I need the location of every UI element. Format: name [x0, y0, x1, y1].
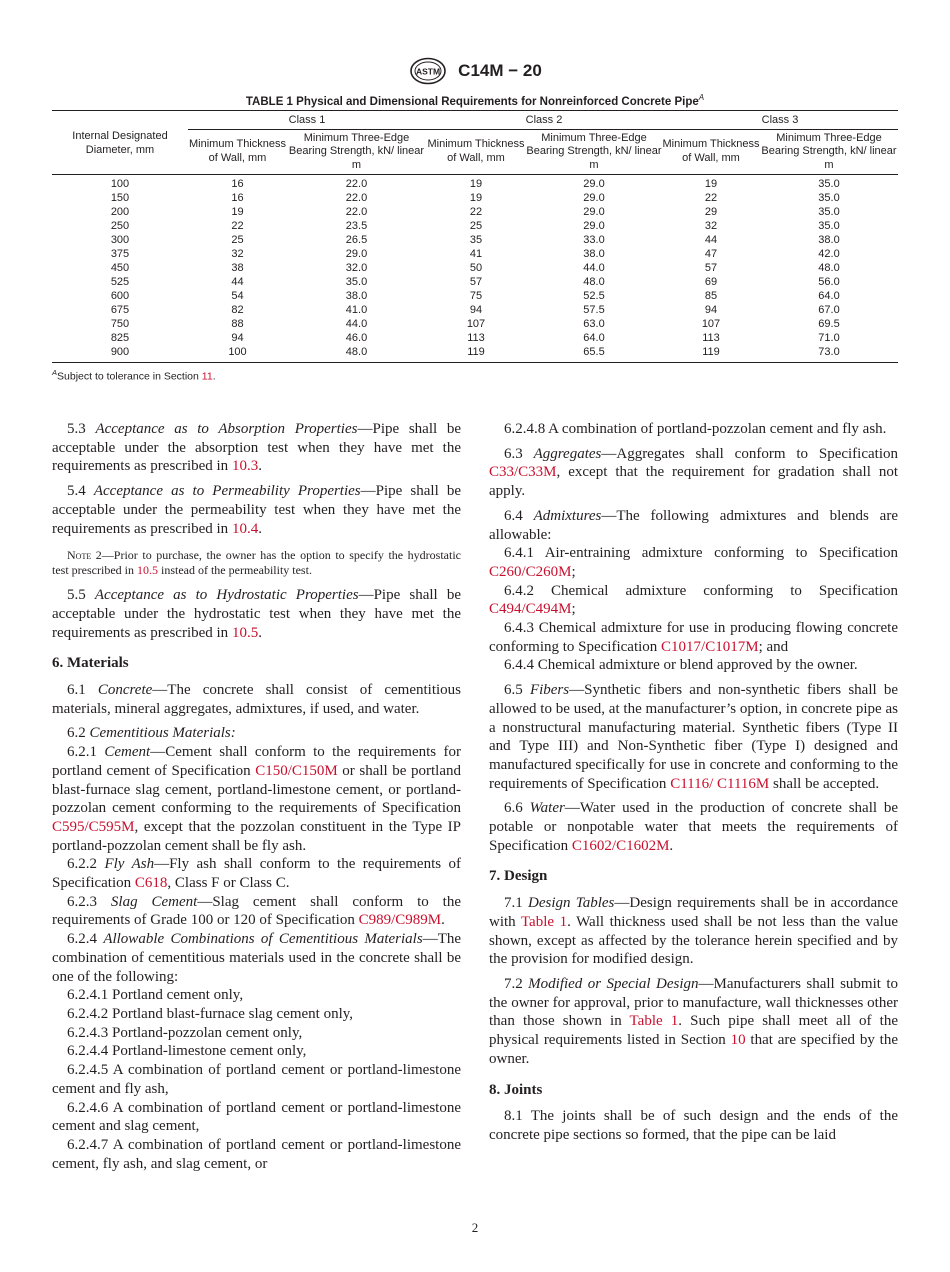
table-cell: 29.0 — [583, 192, 605, 205]
section-6-3: 6.3 Aggregates—Aggregates shall conform to Specification C33/C33M, except that the requirement for gradation shall not apply. — [489, 445, 898, 500]
table-cell: 48.0 — [818, 262, 840, 275]
table-cell: 35.0 — [818, 206, 840, 219]
table-cell: 69.5 — [818, 318, 840, 331]
table-row — [52, 304, 898, 318]
thickness-header: Minimum Thickness of Wall, mm — [662, 129, 760, 175]
section-6-4-3: 6.4.3 Chemical admixture for use in producing flowing concrete conforming to Specification C1017/C1017M; and — [489, 620, 898, 655]
ref-link[interactable]: C1116/ C1116M — [670, 775, 770, 792]
table-cell: 64.0 — [583, 332, 605, 345]
table-cell: 82 — [231, 304, 244, 317]
table-cell: 38 — [231, 262, 244, 275]
table-cell: 32.0 — [345, 262, 368, 275]
section-6-2-4-8: 6.2.4.8 A combination of portland-pozzolan cement and fly ash. — [504, 421, 887, 437]
table-row — [52, 248, 898, 262]
table-cell: 19 — [704, 178, 718, 191]
table-cell: 44 — [704, 234, 718, 247]
section-6-1: 6.1 Concrete—The concrete shall consist of cementitious materials, mineral aggregates, admixtures, if used, and water. — [52, 682, 461, 717]
ref-link[interactable]: Table 1 — [629, 1013, 679, 1030]
section-6-4-1: 6.4.1 Air-entraining admixture conforming to Specification C260/C260M; — [489, 545, 898, 580]
table-cell: 65.5 — [526, 346, 662, 363]
table-cell: 38.0 — [818, 234, 840, 247]
section-heading-materials: 6. Materials — [52, 655, 129, 672]
table-cell: 56.0 — [818, 276, 840, 289]
table-cell: 29.0 — [583, 178, 605, 191]
table-cell: 25 — [469, 220, 483, 233]
table-cell: 35.0 — [345, 276, 368, 289]
table-row — [52, 262, 898, 276]
table-cell: 29.0 — [345, 248, 368, 261]
page-header — [0, 57, 950, 85]
table-row — [52, 276, 898, 290]
section-6-4-2: 6.4.2 Chemical admixture conforming to Specification C494/C494M; — [489, 582, 898, 618]
table-cell: 32 — [704, 220, 718, 233]
table-row — [52, 234, 898, 248]
section-6-6: 6.6 Water—Water used in the production of concrete shall be potable or nonpotable water that meets the requirements of Specification C1602/C1602M. — [489, 800, 899, 854]
table-cell: 29.0 — [583, 220, 605, 233]
section-6-2-4-5: 6.2.4.5 A combination of portland cement or portland-limestone cement and fly ash, — [52, 1062, 461, 1097]
table-cell: 119 — [662, 346, 760, 363]
table-cell: 63.0 — [583, 318, 605, 331]
table-cell: 88 — [231, 318, 244, 331]
section-6-2-4-6: 6.2.4.6 A combination of portland cement or portland-limestone cement and slag cement, — [52, 1099, 461, 1135]
table-cell: 73.0 — [760, 346, 898, 363]
table-cell: 25 — [231, 234, 244, 247]
table-cell: 19 — [469, 192, 483, 205]
diameter-header: Internal Designated Diameter, mm — [52, 111, 188, 175]
table-cell: 42.0 — [818, 248, 840, 261]
table-cell: 29 — [704, 206, 718, 219]
table-cell: 57.5 — [583, 304, 605, 317]
table-cell: 48.0 — [583, 276, 605, 289]
table-row — [52, 206, 898, 220]
table-cell: 825 — [110, 332, 130, 345]
page-number: 2 — [471, 1220, 479, 1235]
table-cell: 19 — [231, 206, 244, 219]
table-title-text: TABLE 1 Physical and Dimensional Requirements for Nonreinforced Concrete Pipe — [245, 95, 699, 108]
table-cell: 47 — [704, 248, 718, 261]
table-cell: 75 — [469, 290, 483, 303]
section-6-2-4-1: 6.2.4.1 Portland cement only, — [67, 987, 244, 1004]
table-cell: 48.0 — [287, 346, 426, 363]
table-body — [52, 175, 898, 363]
table-cell: 22 — [469, 206, 483, 219]
section-6-4: 6.4 Admixtures—The following admixtures and blends are allowable: — [489, 507, 898, 543]
section-6-2-4-7: 6.2.4.7 A combination of portland cement or portland-limestone cement, fly ash, and slag cement, or — [52, 1136, 461, 1172]
table-cell: 23.5 — [345, 220, 368, 233]
ref-link[interactable]: 10 — [730, 1032, 746, 1049]
table-row — [52, 220, 898, 234]
table-cell: 107 — [701, 318, 721, 331]
section-5-5: 5.5 Acceptance as to Hydrostatic Properties—Pipe shall be acceptable under the hydrostatic test when they have met the requirements as prescribed in 10.5. — [52, 587, 461, 641]
table-cell: 94 — [704, 304, 718, 317]
section-6-4-4: 6.4.4 Chemical admixture or blend approved by the owner. — [504, 657, 858, 674]
class-1-header: Class 1 — [188, 111, 426, 130]
table-cell: 375 — [110, 248, 130, 261]
section-5-4: 5.4 Acceptance as to Permeability Properties—Pipe shall be acceptable under the permeability test when they have met the requirements as prescribed in 10.4. — [52, 483, 462, 537]
section-6-5: 6.5 Fibers—Synthetic fibers and non-synthetic fibers shall be allowed to be used, at the manufacturer’s option, in concrete pipe as a nonstructural manufacturing material. Synthetic fibers (Type II and Type III) and Non-Synthetic fiber (Type I) designed and manufactured specifically for use in concrete and conforming to the requirements of Specification C1116/ C1116M shall be accepted. — [489, 682, 898, 792]
ref-link[interactable]: 10.5 — [231, 624, 259, 641]
table-cell: 52.5 — [583, 290, 605, 303]
table-cell: 67.0 — [818, 304, 840, 317]
table-cell: 22 — [231, 220, 244, 233]
table-cell: 38.0 — [345, 290, 368, 303]
ref-link[interactable]: C33/C33M — [489, 464, 557, 481]
table-cell: 71.0 — [818, 332, 840, 345]
table-cell: 54 — [231, 290, 244, 303]
table-cell: 100 — [110, 178, 130, 191]
table-cell: 450 — [110, 262, 130, 275]
table-cell: 16 — [231, 178, 244, 191]
table-cell: 41 — [469, 248, 483, 261]
table-cell: 22.0 — [345, 206, 368, 219]
table-cell: 94 — [231, 332, 244, 345]
table-cell: 675 — [110, 304, 130, 317]
table-cell: 35.0 — [818, 192, 840, 205]
ref-link[interactable]: C1602/C1602M — [571, 837, 670, 854]
table-row — [52, 332, 898, 346]
right-column — [489, 420, 898, 1151]
table-cell: 300 — [110, 234, 130, 247]
ref-link[interactable]: C150/C150M — [255, 762, 338, 779]
section-6-2-1: 6.2.1 Cement—Cement shall conform to the requirements for portland cement of Specification C150/C150M or shall be portland blast-furnace slag cement, portland-limestone cement, or portland-pozzolan cement conforming to the requirements of Specification C595/C595M, except that the pozzolan constituent in the Type IP portland-pozzolan cement shall be fly ash. — [52, 744, 461, 854]
footnote-mark: A — [52, 368, 58, 377]
section-6-2-4: 6.2.4 Allowable Combinations of Cementitious Materials—The combination of cementitious materials used in the concrete shall be one of the following: — [52, 931, 462, 985]
astm-logo-icon — [408, 57, 448, 85]
table-footnote: $^A$Subject to tolerance in Section 11. — [52, 368, 216, 383]
table-cell: 113 — [467, 332, 485, 345]
ref-link[interactable]: C989/C989M — [358, 912, 442, 929]
ref-link[interactable]: C260/C260M — [489, 563, 572, 580]
ref-link[interactable]: Table 1 — [520, 913, 568, 930]
table-cell: 107 — [466, 318, 486, 331]
table-cell: 22 — [704, 192, 718, 205]
section-7-2: 7.2 Modified or Special Design—Manufacturers shall submit to the owner for approval, prior to manufacture, wall thicknesses other than those shown in Table 1. Such pipe shall meet all of the physical requirements listed in Section 10 that are specified by the owner. — [489, 975, 899, 1067]
table-cell: 600 — [110, 290, 130, 303]
strength-header: Minimum Three-Edge Bearing Strength, kN/ linear m — [526, 129, 662, 175]
table-row — [52, 346, 898, 363]
table-cell: 94 — [469, 304, 483, 317]
section-6-2: 6.2 Cementitious Materials: — [67, 725, 236, 742]
table-cell: 85 — [704, 290, 718, 303]
strength-header: Minimum Three-Edge Bearing Strength, kN/ linear m — [287, 129, 426, 175]
table-cell: 35.0 — [818, 178, 840, 191]
footnote-section-link[interactable]: 11 — [201, 370, 213, 383]
section-6-2-4-2: 6.2.4.2 Portland blast-furnace slag cement only, — [67, 1005, 354, 1022]
table-title — [52, 93, 898, 108]
table-cell: 44 — [231, 276, 244, 289]
section-8-1: 8.1 The joints shall be of such design and the ends of the concrete pipe sections so formed, that the pipe can be laid — [489, 1108, 898, 1143]
footnote-text: Subject to tolerance in Section — [57, 370, 202, 383]
table-cell: 113 — [702, 332, 720, 345]
table-cell: 26.5 — [345, 234, 368, 247]
standard-designation: C14M − 20 — [458, 61, 542, 80]
table-cell: 16 — [231, 192, 244, 205]
table-cell: 19 — [469, 178, 483, 191]
ref-link[interactable]: C1017/C1017M — [661, 638, 759, 655]
table-cell: 200 — [110, 206, 130, 219]
ref-link[interactable]: C618 — [134, 875, 168, 892]
section-6-2-4-4: 6.2.4.4 Portland-limestone cement only, — [67, 1043, 307, 1060]
table-cell: 35 — [469, 234, 483, 247]
ref-link[interactable]: 10.5 — [136, 563, 158, 578]
ref-link[interactable]: C494/C494M — [489, 601, 572, 618]
section-heading-joints: 8. Joints — [489, 1081, 543, 1098]
ref-link[interactable]: 10.4 — [231, 520, 259, 537]
table-cell: 900 — [52, 346, 188, 363]
table-row — [52, 290, 898, 304]
table-cell: 22.0 — [345, 178, 368, 191]
table-cell: 100 — [188, 346, 287, 363]
ref-link[interactable]: C595/C595M — [52, 818, 135, 835]
thickness-header: Minimum Thickness of Wall, mm — [188, 129, 287, 175]
class-3-header: Class 3 — [662, 111, 898, 130]
table-cell: 32 — [231, 248, 244, 261]
table-title-note-mark: A — [698, 93, 705, 102]
table-cell: 150 — [110, 192, 130, 205]
table-cell: 50 — [469, 262, 483, 275]
table-cell: 35.0 — [818, 220, 840, 233]
table-row — [52, 318, 898, 332]
section-7-1: 7.1 Design Tables—Design requirements shall be in accordance with Table 1. Wall thickness used shall be not less than the value shown, except as affected by the tolerance herein specified and by the provision for modified design. — [489, 895, 898, 968]
table-row — [52, 192, 898, 206]
astm-logo-text: ASTM — [416, 66, 441, 77]
table-cell: 69 — [704, 276, 718, 289]
table-cell: 44.0 — [345, 318, 368, 331]
table-cell: 29.0 — [583, 206, 605, 219]
section-heading-design: 7. Design — [489, 868, 548, 885]
table-cell: 119 — [426, 346, 526, 363]
section-6-2-3: 6.2.3 Slag Cement—Slag cement shall conform to the requirements of Grade 100 or 120 of Specification C989/C989M. — [52, 893, 461, 929]
table-cell: 250 — [110, 220, 130, 233]
table-cell: 33.0 — [583, 234, 605, 247]
left-column — [52, 420, 461, 1173]
table-cell: 57 — [469, 276, 483, 289]
table-cell: 57 — [704, 262, 718, 275]
strength-header: Minimum Three-Edge Bearing Strength, kN/ linear m — [760, 129, 898, 175]
table-cell: 525 — [110, 276, 130, 289]
table-cell: 64.0 — [818, 290, 840, 303]
section-6-2-2: 6.2.2 Fly Ash—Fly ash shall conform to the requirements of Specification C618, Class F or Class C. — [52, 856, 462, 892]
requirements-table — [52, 110, 898, 363]
section-6-2-4-3: 6.2.4.3 Portland-pozzolan cement only, — [67, 1024, 303, 1041]
table-cell: 41.0 — [345, 304, 368, 317]
table-row — [52, 175, 898, 193]
table-cell: 38.0 — [583, 248, 605, 261]
table-cell: 44.0 — [583, 262, 605, 275]
table-cell: 750 — [110, 318, 130, 331]
thickness-header: Minimum Thickness of Wall, mm — [426, 129, 526, 175]
table-cell: 46.0 — [345, 332, 368, 345]
class-2-header: Class 2 — [426, 111, 662, 130]
note-2: Note 2—Prior to purchase, the owner has the option to specify the hydrostatic test prescribed in 10.5 instead of the permeability test. — [52, 548, 461, 578]
table-cell: 22.0 — [345, 192, 368, 205]
section-5-3: 5.3 Acceptance as to Absorption Properties—Pipe shall be acceptable under the absorption test when they have met the requirements as prescribed in 10.3. — [52, 421, 462, 475]
ref-link[interactable]: 10.3 — [231, 458, 259, 475]
